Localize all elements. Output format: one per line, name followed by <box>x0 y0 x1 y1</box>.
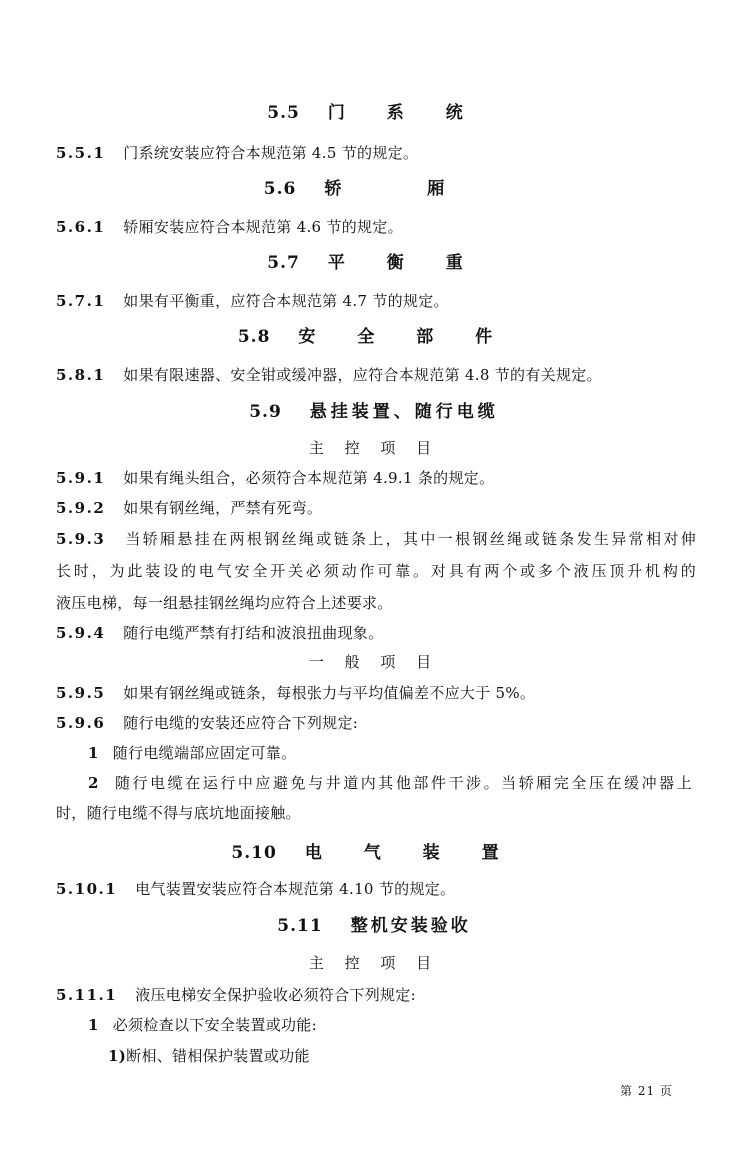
clause-5-9-4 <box>56 622 696 643</box>
heading-number: 5.6 <box>263 179 297 199</box>
subitem-text: 断相、错相保护装置或功能 <box>126 1047 310 1065</box>
clause-text-line-1: 当轿厢悬挂在两根钢丝绳或链条上，其中一根钢丝绳或链条发生异常相对伸 <box>123 530 696 548</box>
clause-5-6-1 <box>56 216 696 237</box>
heading-5-5 <box>0 98 748 123</box>
heading-5-11 <box>0 911 748 936</box>
clause-number: 5.10.1 <box>56 880 118 898</box>
clause-5-11-1 <box>56 984 696 1005</box>
clause-5-9-6 <box>56 712 696 733</box>
item-number: 2 <box>88 774 99 792</box>
heading-number: 5.8 <box>237 327 271 347</box>
clause-5-9-3 <box>56 528 696 549</box>
clause-5-9-6-item-2 <box>88 772 692 793</box>
clause-number: 5.9.2 <box>56 499 106 517</box>
clause-5-9-2 <box>56 497 696 518</box>
heading-number: 5.11 <box>277 916 323 936</box>
heading-5-9 <box>0 397 748 422</box>
clause-text: 随行电缆的安装还应符合下列规定: <box>123 714 359 732</box>
item-text: 必须检查以下安全装置或功能: <box>112 1016 318 1034</box>
clause-text: 如果有钢丝绳或链条，每根张力与平均值偏差不应大于 5%。 <box>123 684 536 702</box>
clause-text: 电气装置安装应符合本规范第 4.10 节的规定。 <box>135 880 456 898</box>
clause-text: 如果有钢丝绳，严禁有死弯。 <box>123 499 323 517</box>
heading-number: 5.5 <box>267 103 300 123</box>
clause-text: 门系统安装应符合本规范第 4.5 节的规定。 <box>123 144 419 162</box>
clause-number: 5.9.1 <box>56 469 106 487</box>
clause-5-9-3-line-3: 液压电梯，每一组悬挂钢丝绳均应符合上述要求。 <box>56 594 393 612</box>
clause-5-9-6-item-2-line-2: 时，随行电缆不得与底坑地面接触。 <box>56 804 301 822</box>
heading-number: 5.7 <box>267 253 300 273</box>
heading-5-10 <box>0 838 748 863</box>
heading-title: 门 系 统 <box>327 103 481 123</box>
clause-number: 5.6.1 <box>56 218 106 236</box>
heading-title: 整机安装验收 <box>350 916 471 936</box>
item-number: 1 <box>88 1016 99 1034</box>
clause-text: 随行电缆严禁有打结和波浪扭曲现象。 <box>123 624 384 642</box>
heading-title: 电 气 装 置 <box>304 843 517 863</box>
clause-text: 如果有限速器、安全钳或缓冲器，应符合本规范第 4.8 节的有关规定。 <box>123 366 602 384</box>
subheading-main-items: 主 控 项 目 <box>308 439 440 457</box>
clause-number: 5.9.6 <box>56 714 106 732</box>
clause-number: 5.8.1 <box>56 366 106 384</box>
heading-5-8 <box>0 322 748 347</box>
page-number: 第 21 页 <box>620 1084 673 1098</box>
subitem-number: 1) <box>108 1047 127 1065</box>
clause-5-10-1 <box>56 878 696 899</box>
clause-5-11-1-subitem-1 <box>108 1045 696 1066</box>
heading-number: 5.10 <box>231 843 277 863</box>
heading-5-7 <box>0 248 748 273</box>
clause-number: 5.9.3 <box>56 530 106 548</box>
clause-5-9-3-line-2: 长时，为此装设的电气安全开关必须动作可靠。对具有两个或多个液压顶升机构的 <box>56 562 696 580</box>
heading-title: 平 衡 重 <box>327 253 481 273</box>
heading-title: 悬挂装置、随行电缆 <box>309 402 499 422</box>
item-number: 1 <box>88 744 99 762</box>
clause-5-9-6-item-1 <box>88 742 696 763</box>
subheading-main-items-2: 主 控 项 目 <box>308 954 440 972</box>
clause-text: 如果有平衡重，应符合本规范第 4.7 节的规定。 <box>123 292 449 310</box>
clause-number: 5.9.5 <box>56 684 106 702</box>
clause-number: 5.5.1 <box>56 144 106 162</box>
clause-5-5-1 <box>56 142 696 163</box>
clause-number: 5.11.1 <box>56 986 118 1004</box>
clause-5-8-1 <box>56 364 696 385</box>
clause-number: 5.7.1 <box>56 292 106 310</box>
clause-5-9-1 <box>56 467 696 488</box>
clause-number: 5.9.4 <box>56 624 106 642</box>
clause-text: 如果有绳头组合，必须符合本规范第 4.9.1 条的规定。 <box>123 469 495 487</box>
clause-5-7-1 <box>56 290 696 311</box>
clause-text: 轿厢安装应符合本规范第 4.6 节的规定。 <box>123 218 403 236</box>
heading-number: 5.9 <box>249 402 282 422</box>
item-text: 随行电缆端部应固定可靠。 <box>112 744 297 762</box>
heading-5-6 <box>0 174 748 199</box>
clause-text: 液压电梯安全保护验收必须符合下列规定: <box>135 986 416 1004</box>
heading-title: 轿 厢 <box>324 179 485 199</box>
subheading-general-items: 一 般 项 目 <box>308 653 440 671</box>
heading-title: 安 全 部 件 <box>298 327 511 347</box>
item-text-line-1: 随行电缆在运行中应避免与井道内其他部件干涉。当轿厢完全压在缓冲器上 <box>112 774 692 792</box>
clause-5-11-1-item-1 <box>88 1014 696 1035</box>
clause-5-9-5 <box>56 682 696 703</box>
